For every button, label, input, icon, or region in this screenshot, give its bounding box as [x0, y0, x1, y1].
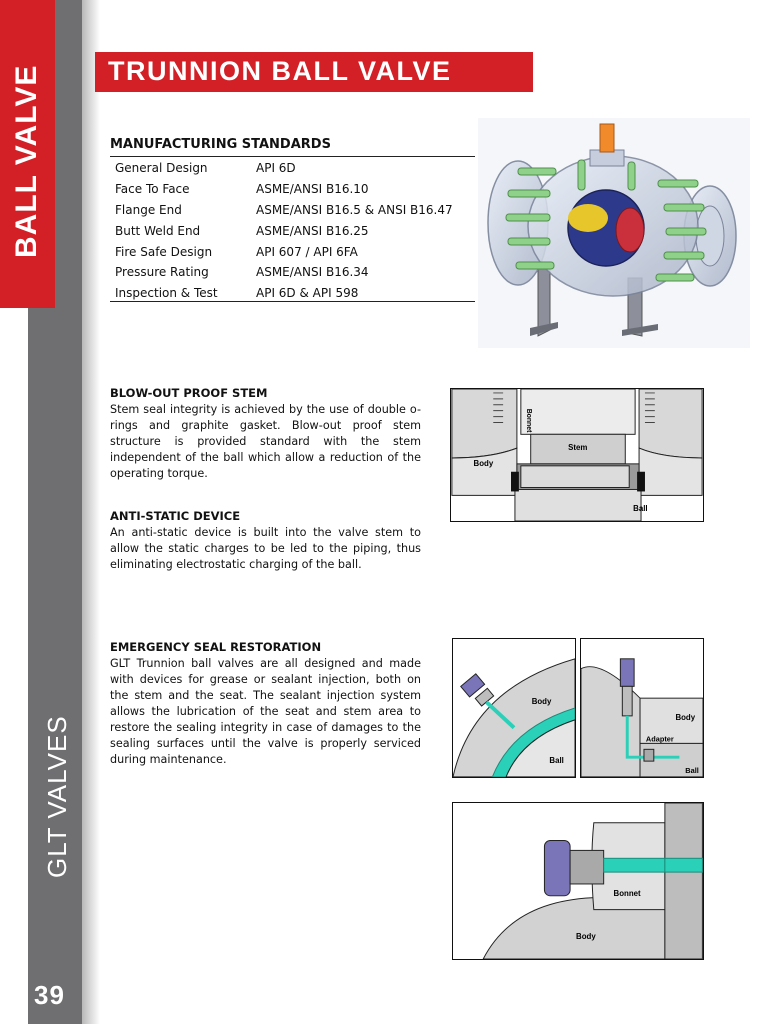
standards-row — [110, 200, 475, 221]
sidebar-brand: GLT VALVES — [42, 715, 72, 878]
stem-injection-diagram — [452, 802, 704, 960]
seat-right-label-ball: Ball — [685, 765, 699, 775]
standards-value: ASME/ANSI B16.25 — [256, 223, 369, 238]
standards-value: ASME/ANSI B16.5 & ANSI B16.47 — [256, 202, 453, 217]
injection-label-bonnet: Bonnet — [613, 888, 641, 898]
standards-label: Face To Face — [115, 182, 190, 197]
blowout-body: Stem seal integrity is achieved by the use of double o-rings and graphite gasket. Blow-out proof stem structure is provided standard with the stem independent of the ball which allow a reduction of the operating torque. — [110, 403, 421, 480]
standards-label: Butt Weld End — [115, 223, 201, 238]
standards-row — [110, 179, 475, 200]
standards-value: API 607 / API 6FA — [256, 244, 358, 259]
seat-injection-diagram-left — [452, 638, 576, 778]
sidebar-shadow — [82, 0, 100, 1024]
standards-heading: MANUFACTURING STANDARDS — [110, 137, 331, 152]
standards-value: ASME/ANSI B16.10 — [256, 182, 369, 197]
seat-left-label-ball: Ball — [549, 756, 564, 766]
standards-table — [110, 158, 475, 304]
stem-label-bonnet: Bonnet — [524, 408, 532, 433]
standards-label: Pressure Rating — [115, 265, 209, 280]
stem-label-body: Body — [473, 458, 494, 468]
standards-label: Inspection & Test — [115, 286, 218, 301]
trunnion-valve-illustration — [478, 118, 750, 348]
antistatic-heading: ANTI-STATIC DEVICE — [110, 509, 241, 523]
stem-diagram — [450, 388, 704, 522]
seat-injection-diagram-right — [580, 638, 704, 778]
standards-row — [110, 241, 475, 262]
stem-label-ball: Ball — [633, 504, 648, 514]
seat-right-label-adapter: Adapter — [645, 734, 674, 744]
antistatic-body: An anti-static device is built into the valve stem to allow the static charges to be led to the piping, thus eliminating electrostatic charging of the ball. — [110, 526, 421, 571]
injection-label-body: Body — [576, 932, 596, 942]
standards-row — [110, 220, 475, 241]
standards-value: API 6D & API 598 — [256, 286, 359, 301]
standards-label: General Design — [115, 161, 208, 176]
stem-label-stem: Stem — [568, 443, 588, 453]
seat-left-label-body: Body — [531, 697, 552, 707]
standards-label: Fire Safe Design — [115, 244, 213, 259]
page-number: 39 — [34, 980, 65, 1010]
emergency-body: GLT Trunnion ball valves are all designed and made with devices for grease or sealant injection, both on the stem and the seat. The sealant injection system allows the lubrication of the seat and stem area to restore the sealing integrity in case of damages to the sealing surfaces until the valve is properly serviced during maintenance. — [110, 657, 421, 766]
standards-label: Flange End — [115, 202, 182, 217]
sidebar-category: BALL VALVE — [10, 64, 43, 258]
seat-right-label-body: Body — [675, 712, 696, 722]
standards-divider-top — [110, 156, 475, 157]
emergency-heading: EMERGENCY SEAL RESTORATION — [110, 640, 322, 654]
standards-value: ASME/ANSI B16.34 — [256, 265, 369, 280]
page-title: TRUNNION BALL VALVE — [108, 56, 452, 86]
standards-divider-bottom — [110, 301, 475, 302]
sidebar-gray-top — [55, 0, 82, 308]
standards-row — [110, 262, 475, 283]
blowout-heading: BLOW-OUT PROOF STEM — [110, 386, 268, 400]
sidebar-brand-band — [28, 308, 82, 1024]
standards-value: API 6D — [256, 161, 296, 176]
standards-row — [110, 158, 475, 179]
